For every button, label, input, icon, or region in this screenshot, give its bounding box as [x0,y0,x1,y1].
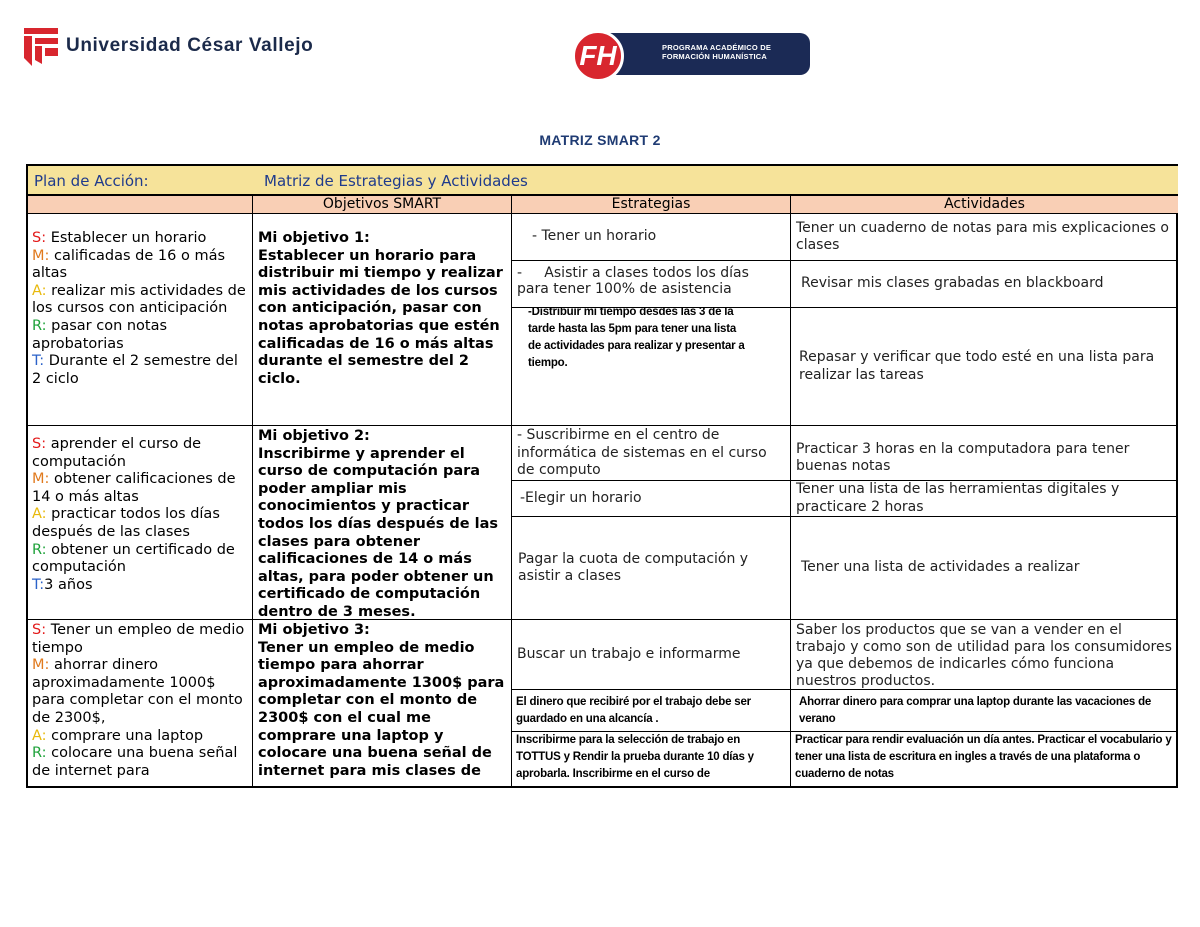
smart-cell-1 [28,214,253,426]
program-logo [572,30,812,80]
strategy-1-3-cell [512,308,791,426]
strategy-3-3: Inscribirme para la selección de trabajo en TOTTUS y Rendir la prueba durante 10 días y aprobarla. Inscribirme en el curso de [512,732,791,788]
smart-a-text: practicar todos los días después de las clases [32,506,220,540]
plan-label: Plan de Acción: [34,172,149,190]
smart-matrix-table [26,164,1178,788]
objective-text: Inscribirme y aprender el curso de computación para poder ampliar mis conocimientos y practicar todos los días después de las clases para obtener calificaciones de 14 o más altas, para poder obtener un certificado de computación dentro de 3 meses. [258,445,499,620]
smart-s-text: aprender el curso de computación [32,436,202,470]
smart-a-label: A: [32,282,47,299]
smart-m-text: ahorrar dinero aproximadamente 1000$ para completar con el monto de 2300$, [32,657,243,726]
activity-1-1: Tener un cuaderno de notas para mis explicaciones o clases [791,214,1178,261]
header-objectives: Objetivos SMART [253,196,512,214]
smart-m-text: calificadas de 16 o más altas [32,247,226,282]
strategy-2-1: - Suscribirme en el centro de informática de sistemas en el curso de computo [512,426,791,481]
smart-m-label: M: [32,247,50,264]
activity-2-1: Practicar 3 horas en la computadora para tener buenas notas [791,426,1178,481]
objective-cell-3 [253,620,512,788]
smart-t-text: 3 años [44,576,93,593]
smart-s-label: S: [32,230,47,246]
smart-r-label: R: [32,745,47,762]
page-title: MATRIZ SMART 2 [539,132,661,148]
smart-r-label: R: [32,541,47,558]
activity-3-2: Ahorrar dinero para comprar una laptop durante las vacaciones de verano [791,690,1178,732]
smart-s-text: Tener un empleo de medio tiempo [32,622,245,656]
fh-logo-icon: FH [572,30,624,82]
strategy-1-2: - Asistir a clases todos los días para tener 100% de asistencia [512,261,791,308]
smart-a-text: comprare una laptop [46,727,204,744]
strategy-1-3: -Distribuir mi tiempo desdés las 3 de la tarde hasta las 5pm para tener una lista de actividades para realizar y presentar a tiempo. [524,308,749,372]
smart-a-label: A: [32,727,47,744]
smart-a-text: realizar mis actividades de los cursos con anticipación [32,282,246,317]
objective-title: Mi objetivo 1: [258,230,370,246]
activity-2-2: Tener una lista de las herramientas digitales y practicare 2 horas [791,481,1178,517]
strategy-2-2: -Elegir un horario [512,481,791,517]
strategy-3-1: Buscar un trabajo e informarme [512,620,791,690]
smart-t-label: T: [32,353,45,370]
program-line-1: PROGRAMA ACADÉMICO DE [662,43,772,52]
plan-value: Matriz de Estrategias y Actividades [264,172,528,190]
plan-header-row [28,166,1178,196]
smart-s-label: S: [32,622,47,638]
objective-title: Mi objetivo 3: [258,622,370,638]
smart-s-text: Establecer un horario [46,230,207,246]
header-strategies: Estrategias [512,196,791,214]
smart-m-label: M: [32,471,50,488]
smart-a-label: A: [32,506,47,523]
objective-cell-2 [253,426,512,620]
objective-text: Establecer un horario para distribuir mi tiempo y realizar mis actividades de los cursos con anticipación, pasar con notas aprobatorias que estén calificadas de 16 o más altas durante el semestre del 2 ciclo. [258,247,503,387]
smart-r-text: pasar con notas aprobatorias [32,317,168,352]
smart-r-label: R: [32,317,47,334]
header-activities: Actividades [791,196,1178,214]
smart-m-text: obtener calificaciones de 14 o más altas [32,471,236,505]
activity-3-3: Practicar para rendir evaluación un día antes. Practicar el vocabulario y tener una lista de escritura en ingles a través de una plataforma o cuaderno de notas [795,734,1172,780]
ucv-crest-icon [22,26,60,66]
smart-t-text: Durante el 2 semestre del 2 ciclo [32,353,238,387]
activity-1-3: Repasar y verificar que todo esté en una lista para realizar las tareas [791,308,1178,426]
smart-t-label: T: [32,576,45,593]
smart-s-label: S: [32,436,47,452]
objective-text: Tener un empleo de medio tiempo para ahorrar aproximadamente 1300$ para completar con el monto de 2300$ con el cual me comprare una laptop y colocare una buena señal de internet para mis clases de [258,639,505,779]
strategy-1-1: - Tener un horario [512,214,791,261]
objective-cell-1 [253,214,512,426]
program-name [662,43,771,61]
header-empty-cell [28,196,253,214]
university-name: Universidad César Vallejo [66,35,314,56]
university-logo [22,26,313,66]
smart-cell-3 [28,620,253,788]
objective-title: Mi objetivo 2: [258,428,370,444]
strategy-2-3: Pagar la cuota de computación y asistir a clases [512,517,791,620]
smart-cell-2 [28,426,253,620]
smart-m-label: M: [32,657,50,674]
smart-r-text: obtener un certificado de computación [32,541,235,576]
program-line-2: FORMACIÓN HUMANÍSTICA [662,52,768,61]
activity-3-1: Saber los productos que se van a vender en el trabajo y como son de utilidad para los consumidores ya que debemos de indicarles cómo funciona nuestros productos. [791,620,1178,690]
activity-1-2: Revisar mis clases grabadas en blackboard [791,261,1178,308]
strategy-3-2: El dinero que recibiré por el trabajo debe ser guardado en una alcancía . [512,690,791,732]
smart-r-text: colocare una buena señal de internet para [32,745,238,779]
activity-2-3: Tener una lista de actividades a realizar [791,517,1178,620]
